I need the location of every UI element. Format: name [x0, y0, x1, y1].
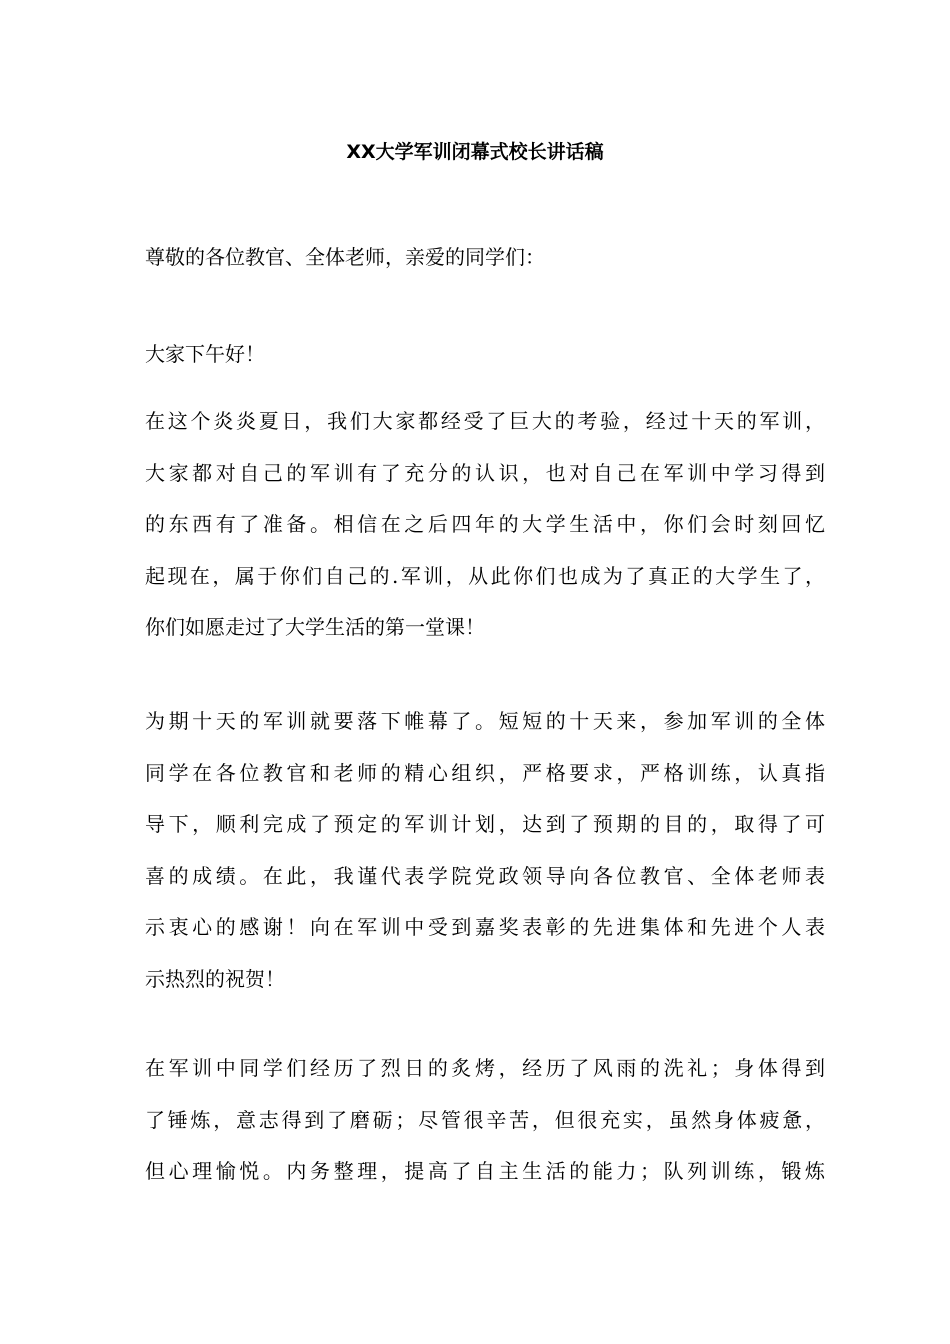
paragraph-line: 的东西有了准备。相信在之后四年的大学生活中，你们会时刻回忆	[145, 512, 825, 536]
paragraph-3	[145, 1043, 825, 1198]
paragraph-line: 在这个炎炎夏日，我们大家都经受了巨大的考验，经过十天的军训，	[145, 409, 825, 433]
paragraph-line: 同学在各位教官和老师的精心组织，严格要求，严格训练，认真指	[145, 760, 825, 785]
paragraph-line: 示衷心的感谢！向在军训中受到嘉奖表彰的先进集体和先进个人表	[145, 915, 825, 939]
salutation-line: 尊敬的各位教官、全体老师，亲爱的同学们：	[145, 245, 545, 269]
paragraph-line: 喜的成绩。在此，我谨代表学院党政领导向各位教官、全体老师表	[145, 863, 825, 888]
paragraph-1	[145, 396, 825, 654]
greeting	[145, 329, 825, 381]
paragraph-line: 了锤炼，意志得到了磨砺；尽管很辛苦，但很充实，虽然身体疲惫，	[145, 1107, 825, 1132]
paragraph-line: 起现在，属于你们自己的.军训，从此你们也成为了真正的大学生了，	[145, 563, 825, 588]
paragraph-line: 大家都对自己的军训有了充分的认识，也对自己在军训中学习得到	[145, 460, 825, 485]
paragraph-line: 为期十天的军训就要落下帷幕了。短短的十天来，参加军训的全体	[145, 709, 825, 733]
paragraph-line: 在军训中同学们经历了烈日的炙烤，经历了风雨的洗礼；身体得到	[145, 1056, 825, 1080]
document-title: XX大学军训闭幕式校长讲话稿	[346, 141, 604, 163]
salutation	[145, 232, 825, 284]
greeting-line: 大家下午好！	[145, 342, 265, 366]
paragraph-line: 导下，顺利完成了预定的军训计划，达到了预期的目的，取得了可	[145, 812, 825, 836]
paragraph-2	[145, 696, 825, 1005]
paragraph-line: 但心理愉悦。内务整理，提高了自主生活的能力；队列训练，锻炼	[145, 1159, 825, 1183]
paragraph-line: 示热烈的祝贺！	[145, 966, 285, 991]
paragraph-line: 你们如愿走过了大学生活的第一堂课！	[145, 615, 485, 639]
